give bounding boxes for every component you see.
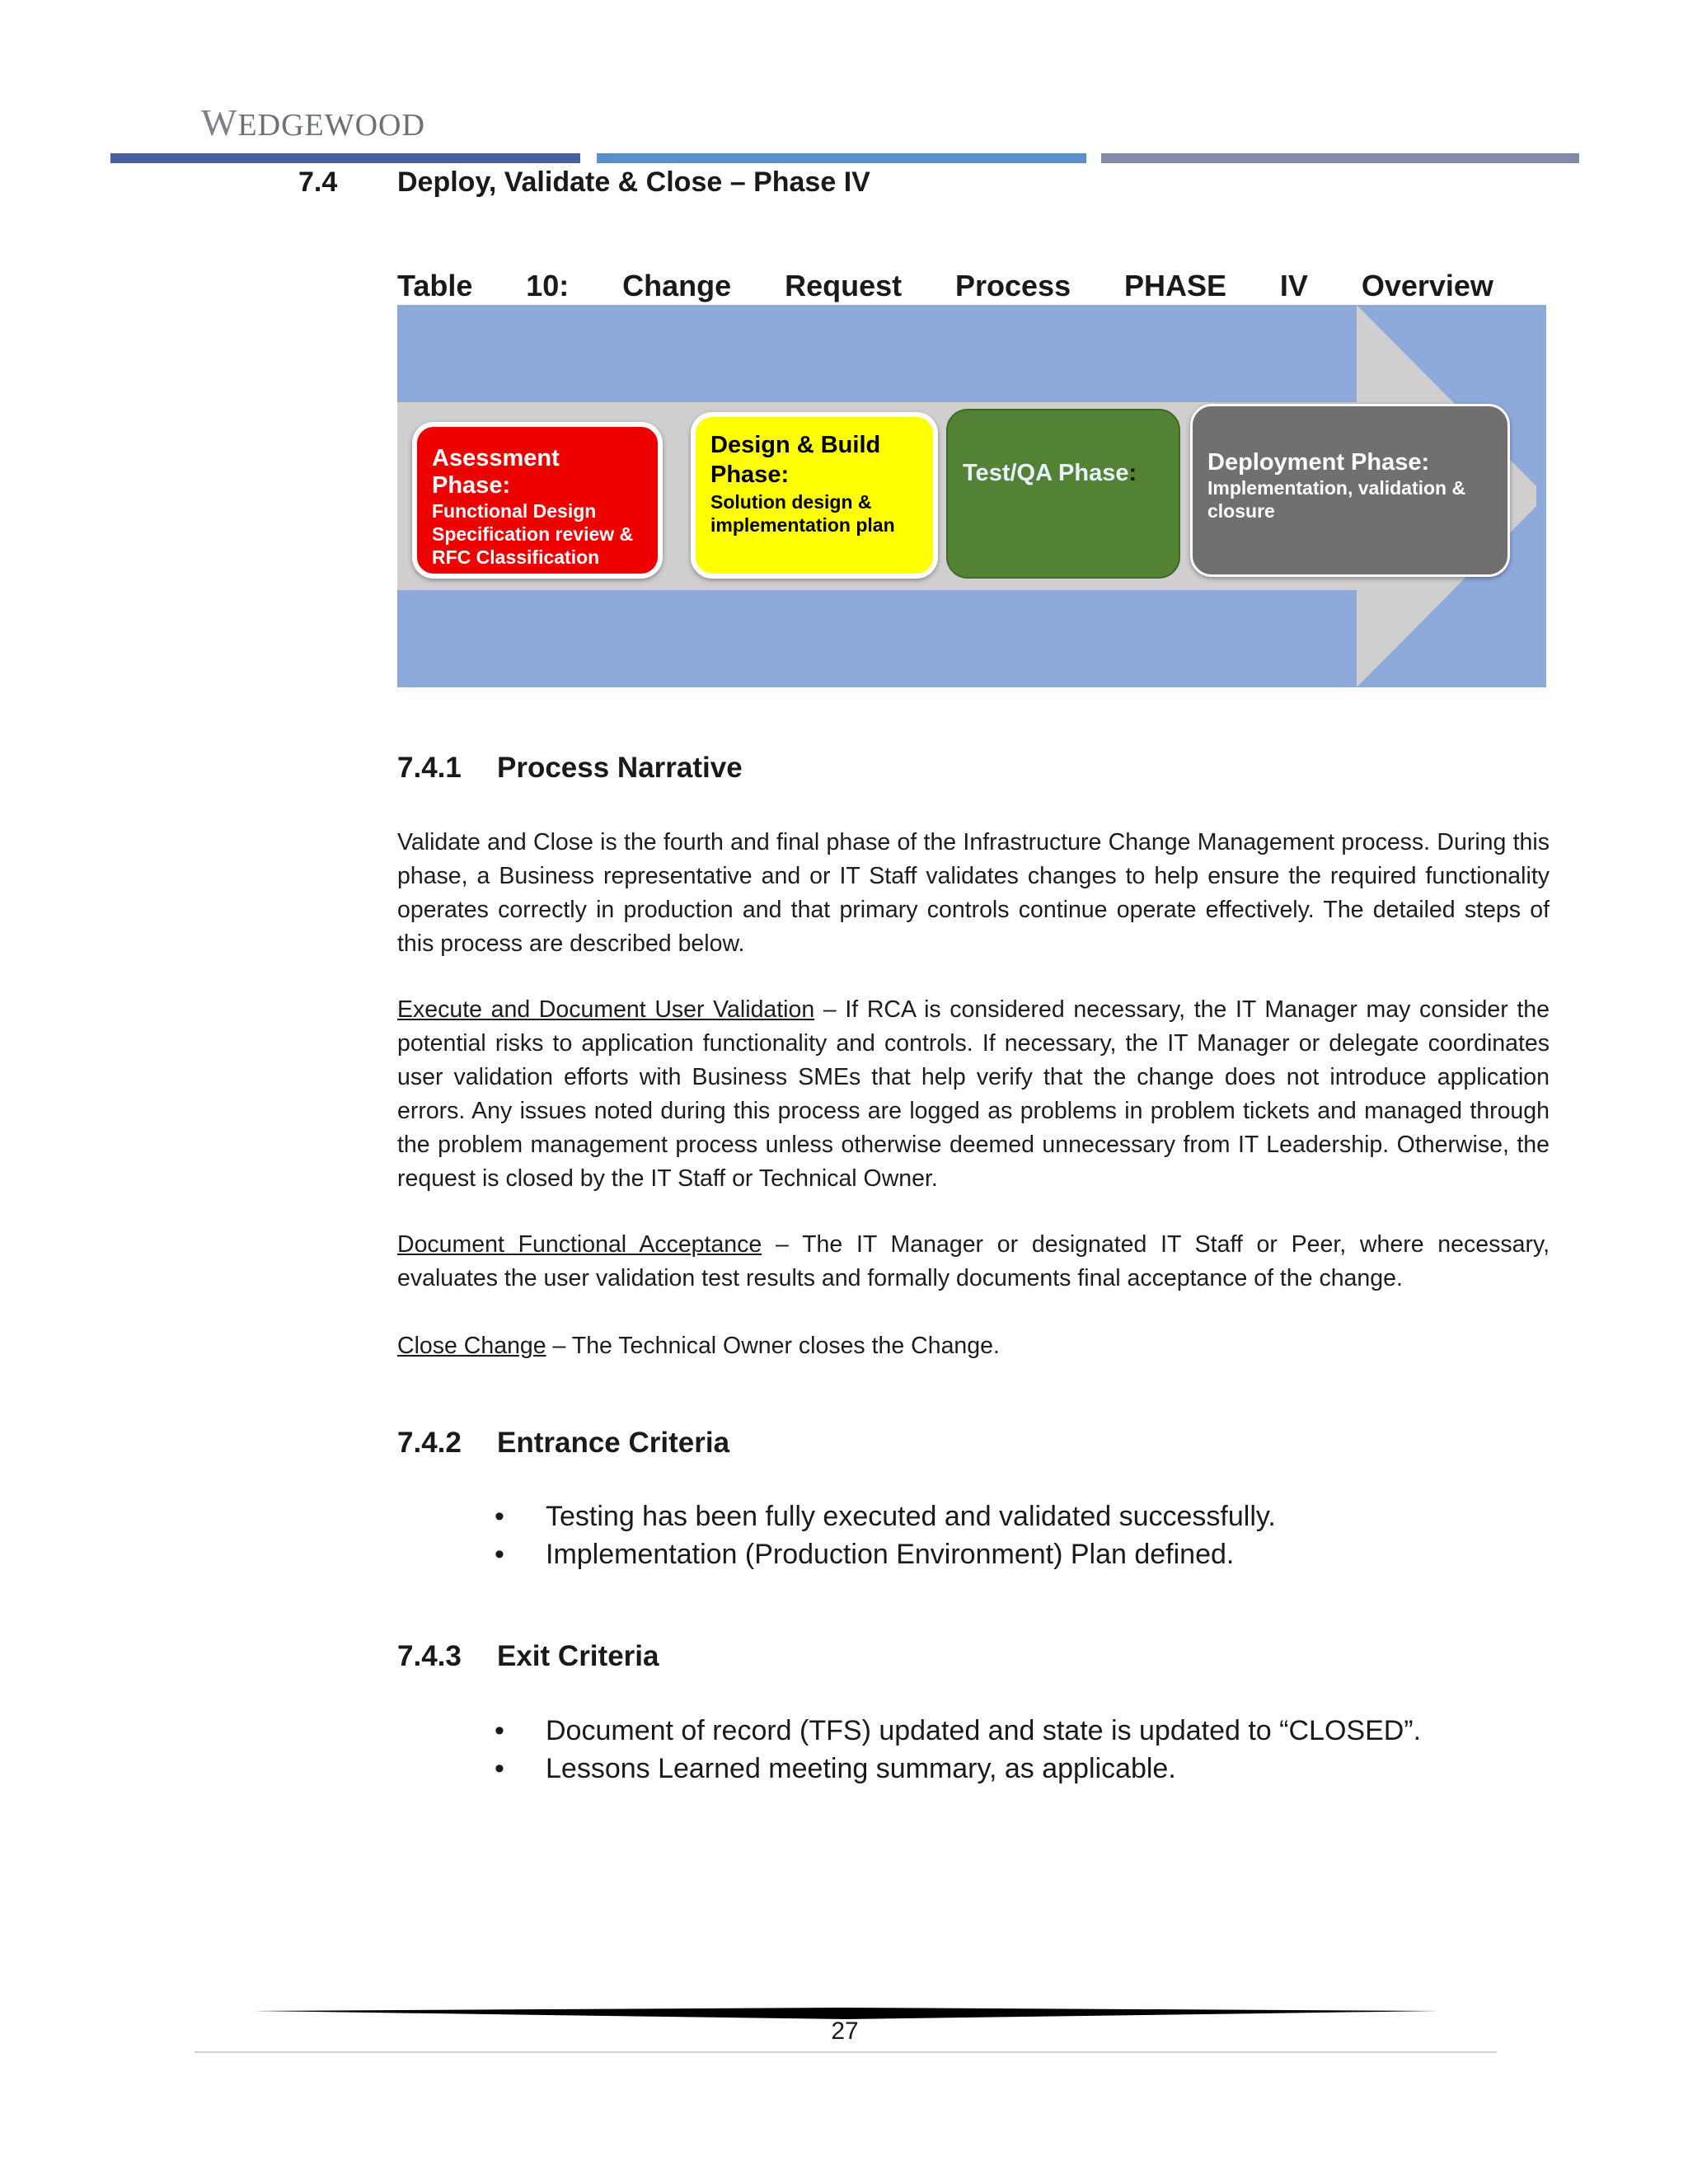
exit-criteria-list [495,1712,1421,1788]
assessment-phase-box [412,422,663,579]
phase-title [432,445,643,499]
phase-subtitle: Functional Design Specification review & RFC Classification [432,500,634,569]
phase-subtitle: Solution design & implementation plan [710,490,895,536]
caption-word: 10: [526,269,570,302]
subsection-number-742: 7.4.2 [397,1427,462,1459]
user-validation-text: – If RCA is considered necessary, the IT Manager may consider the potential risks to application functionality and controls. If necessary, the IT Manager or delegate coordinates user validation efforts with Business SMEs that help verify that the change does not introduce application errors. Any issues noted during this process are logged as problems in problem tickets and managed through the problem management process unless otherwise deemed unnecessary from IT Leadership. Otherwise, the request is closed by the IT Staff or Technical Owner. [397,996,1550,1192]
caption-word: Table [397,269,473,302]
term-functional-acceptance: Document Functional Acceptance [397,1231,762,1258]
subsection-title-742: Entrance Criteria [497,1427,730,1459]
list-item: • Implementation (Production Environment) Plan defined. [495,1535,1276,1573]
narrative-intro: Validate and Close is the fourth and final phase of the Infrastructure Change Management process. During this phase, a Business representative and or IT Staff validates changes to help ensure the required functionality operates correctly in production and that primary controls continue operate effectively. The detailed steps of this process are described below. [397,829,1550,957]
caption-word: Request [785,269,903,302]
term-close-change: Close Change [397,1333,546,1359]
phase-title-text: Test/QA Phase [963,460,1129,486]
narrative-functional-acceptance [397,1228,1550,1296]
logo-text: EDGEWOOD [237,108,425,143]
subsection-number-743: 7.4.3 [397,1640,462,1672]
phase-title-colon: : [502,472,511,499]
wedgewood-logo [201,101,425,144]
entrance-criteria-list [495,1497,1276,1573]
phase-title: Deployment Phase: [1207,449,1430,476]
caption-word: IV [1279,269,1308,302]
header-bar-3 [1101,153,1579,163]
caption-word: Overview [1361,269,1493,302]
phase-subtitle: Implementation, validation & closure [1207,477,1466,523]
footer-base-line [195,2051,1497,2053]
caption-word: Process [955,269,1071,302]
diagram-right-edge [1536,305,1546,687]
close-change-text: – The Technical Owner closes the Change. [546,1333,1000,1359]
subsection-number-741: 7.4.1 [397,752,462,784]
test-qa-phase-box [946,409,1180,579]
subsection-title-741: Process Narrative [497,752,743,784]
phase-title [963,460,1164,487]
phase-diagram [397,305,1546,687]
functional-acceptance-text: – The IT Manager or designated IT Staff or Peer, where necessary, evaluates the user validation test results and formally documents final acceptance of the change. [397,1231,1550,1291]
header-bar-2 [597,153,1086,163]
table-caption [397,269,1493,303]
narrative-user-validation [397,993,1550,1196]
section-title: Deploy, Validate & Close – Phase IV [397,166,870,198]
design-build-phase-box [691,412,938,579]
deployment-phase-box [1190,404,1510,577]
phase-title-colon: : [1128,460,1137,486]
subsection-title-743: Exit Criteria [497,1640,659,1672]
header-bar-1 [110,153,580,163]
term-user-validation: Execute and Document User Validation [397,996,815,1023]
phase-title-text: Asessment Phase [432,445,560,499]
logo-initial: W [201,101,238,143]
caption-word: Change [622,269,732,302]
phase-title: Design & Build Phase: [710,432,881,489]
narrative-close-change [397,1329,1550,1363]
section-number: 7.4 [298,166,338,198]
page-number: 27 [831,2018,859,2045]
list-item: • Testing has been fully executed and validated successfully. [495,1497,1276,1535]
list-item: • Document of record (TFS) updated and state is updated to “CLOSED”. [495,1712,1421,1750]
caption-word: PHASE [1124,269,1227,302]
list-item: • Lessons Learned meeting summary, as applicable. [495,1750,1421,1788]
